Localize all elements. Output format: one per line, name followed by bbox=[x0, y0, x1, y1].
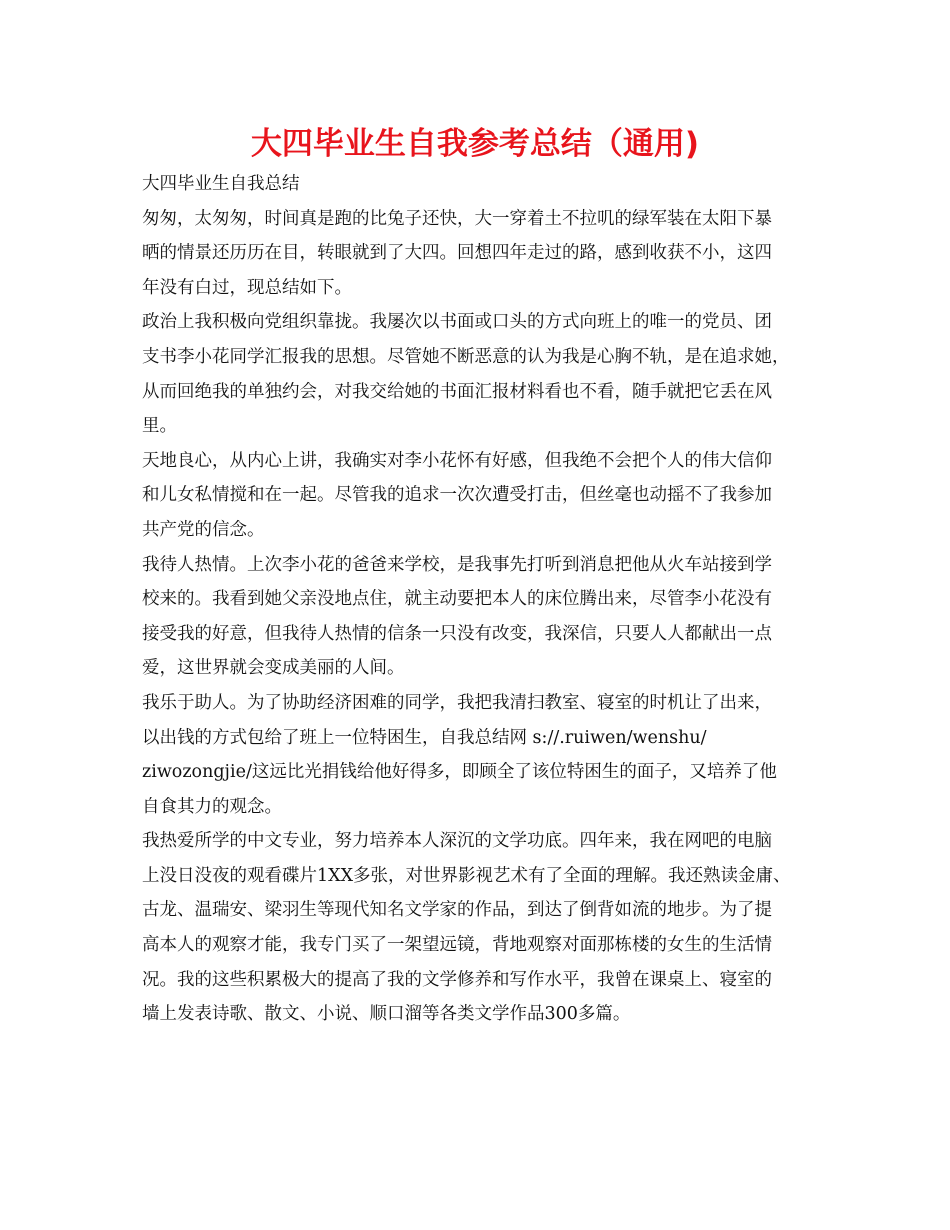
text-line: 支书李小花同学汇报我的思想。尽管她不断恶意的认为我是心胸不轨，是在追求她， bbox=[142, 346, 790, 367]
text-line: 我待人热情。上次李小花的爸爸来学校，是我事先打听到消息把他从火车站接到学 bbox=[142, 554, 772, 575]
text-line: 天地良心，从内心上讲，我确实对李小花怀有好感，但我绝不会把个人的伟大信仰 bbox=[142, 450, 772, 471]
text-line: 里。 bbox=[142, 416, 177, 437]
text-line: 墙上发表诗歌、散文、小说、顺口溜等各类文学作品300多篇。 bbox=[142, 1004, 631, 1025]
text-line: 高本人的观察才能，我专门买了一架望远镜，背地观察对面那栋楼的女生的生活情 bbox=[142, 935, 772, 956]
text-line: 我热爱所学的中文专业，努力培养本人深沉的文学功底。四年来，我在网吧的电脑 bbox=[142, 831, 772, 852]
text-line: 年没有白过，现总结如下。 bbox=[142, 277, 352, 298]
text-line: 接受我的好意，但我待人热情的信条一只没有改变，我深信，只要人人都献出一点 bbox=[142, 623, 772, 644]
text-line: 和儿女私情搅和在一起。尽管我的追求一次次遭受打击，但丝毫也动摇不了我参加 bbox=[142, 485, 772, 506]
document-body bbox=[142, 167, 822, 1032]
text-line: 共产党的信念。 bbox=[142, 519, 265, 540]
text-line: 爱，这世界就会变成美丽的人间。 bbox=[142, 658, 405, 679]
text-line: 我乐于助人。为了协助经济困难的同学，我把我清扫教室、寝室的时机让了出来， bbox=[142, 692, 772, 713]
text-line: 以出钱的方式包给了班上一位特困生，自我总结网 s://.ruiwen/wenshu/ bbox=[142, 727, 707, 748]
text-line: ziwozongjie/这远比光捐钱给他好得多，即顾全了该位特困生的面子，又培养了他 bbox=[142, 762, 777, 783]
text-line: 古龙、温瑞安、梁羽生等现代知名文学家的作品，到达了倒背如流的地步。为了提 bbox=[142, 900, 772, 921]
text-line: 晒的情景还历历在目，转眼就到了大四。回想四年走过的路，感到收获不小，这四 bbox=[142, 243, 772, 264]
text-line: 况。我的这些积累极大的提高了我的文学修养和写作水平，我曾在课桌上、寝室的 bbox=[142, 969, 772, 990]
text-line: 自食其力的观念。 bbox=[142, 796, 282, 817]
text-line: 校来的。我看到她父亲没地点住，就主动要把本人的床位腾出来，尽管李小花没有 bbox=[142, 589, 772, 610]
text-line: 上没日没夜的观看碟片1XX多张，对世界影视艺术有了全面的理解。我还熟读金庸、 bbox=[142, 865, 791, 886]
text-line: 从而回绝我的单独约会，对我交给她的书面汇报材料看也不看，随手就把它丢在风 bbox=[142, 381, 772, 402]
text-line: 政治上我积极向党组织靠拢。我屡次以书面或口头的方式向班上的唯一的党员、团 bbox=[142, 312, 772, 333]
text-line: 大四毕业生自我总结 bbox=[142, 174, 300, 194]
document-title: 大四毕业生自我参考总结（通用) bbox=[250, 126, 700, 162]
text-line: 匆匆，太匆匆，时间真是跑的比兔子还快，大一穿着土不拉叽的绿军装在太阳下暴 bbox=[142, 208, 772, 229]
